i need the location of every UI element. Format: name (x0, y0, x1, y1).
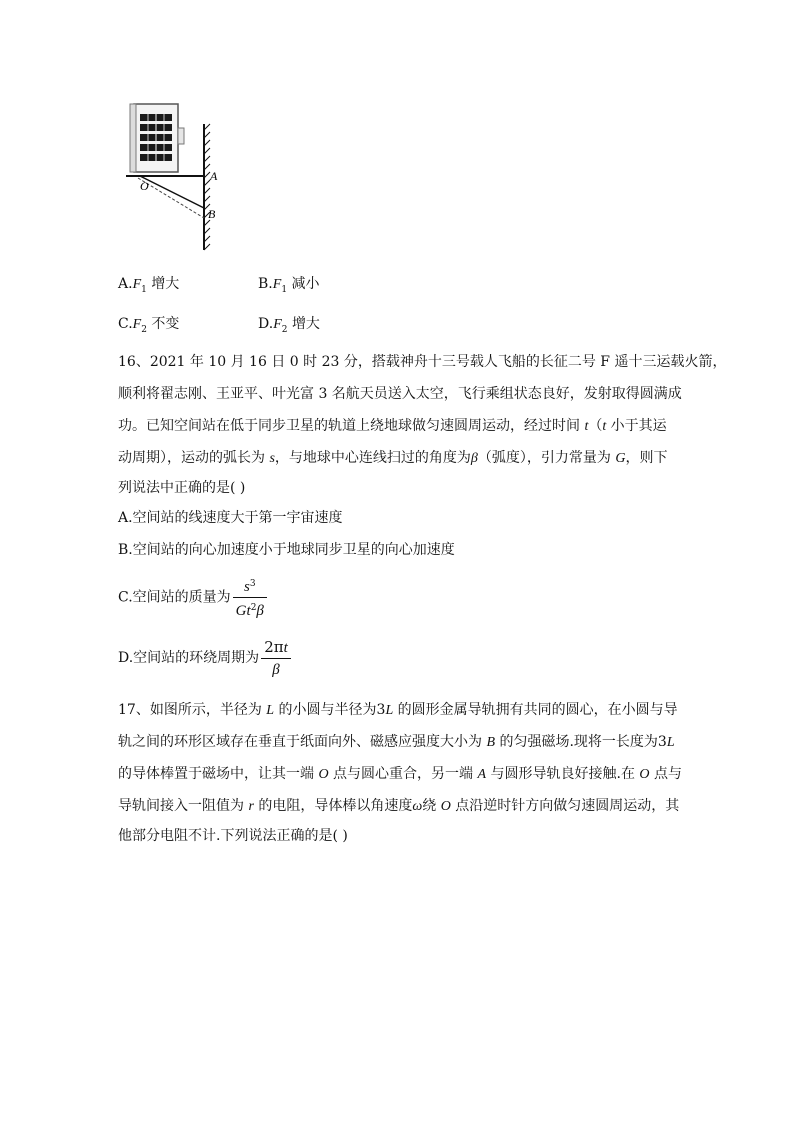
q16-line-3: 功。已知空间站在低于同步卫星的轨道上绕地球做匀速圆周运动，经过时间 t（t 小于其运 (118, 418, 667, 434)
label-b: B (208, 207, 216, 221)
q16-option-d: D.空间站的环绕周期为 $\frac{2\pi t}{\beta}$ (118, 636, 291, 680)
q16-line-2: 顺利将翟志刚、王亚平、叶光富 3 名航天员送入太空，飞行乘组状态良好，发射取得圆满成 (118, 386, 682, 402)
q16-option-b: B.空间站的向心加速度小于地球同步卫星的向心加速度 (118, 542, 455, 558)
option-c: $C.F_2$ 不变 (118, 316, 180, 335)
q17-line-4: 导轨间接入一阻值为 r 的电阻，导体棒以角速度ω绕 O 点沿逆时针方向做匀速圆周运动，其 (118, 798, 680, 814)
q16-line-1: 16、2021 年 10 月 16 日 0 时 23 分，搭载神舟十三号载人飞船的长征二号 F 遥十三运载火箭， (118, 354, 727, 370)
q16-option-c: C.空间站的质量为 $\frac{s^3}{Gt^2\beta}$ (118, 574, 267, 621)
bracket-figure (120, 100, 230, 255)
q16-line-4: 动周期），运动的弧长为 s，与地球中心连线扫过的角度为β（弧度），引力常量为 G，则下 (118, 450, 668, 466)
q16-line-5: 列说法中正确的是( ) (118, 480, 246, 496)
q17-line-3: 的导体棒置于磁场中，让其一端 O 点与圆心重合，另一端 A 与圆形导轨良好接触.在 O 点与 (118, 766, 682, 782)
mass-fraction: $\frac{s^3}{Gt^2\beta}$ (233, 574, 267, 621)
q16-option-a: A.空间站的线速度大于第一宇宙速度 (118, 510, 343, 526)
option-d: $D.F_2$ 增大 (258, 316, 320, 335)
label-a: A (210, 169, 218, 183)
period-fraction: $\frac{2\pi t}{\beta}$ (261, 637, 291, 680)
q17-line-2: 轨之间的环形区域存在垂直于纸面向外、磁感应强度大小为 B 的匀强磁场.现将一长度为3L (118, 734, 675, 750)
option-a: $A.F_1$ 增大 (118, 276, 180, 295)
option-b: $B.F_1$ 减小 (258, 276, 320, 295)
label-o: O (140, 179, 149, 193)
q17-line-5: 他部分电阻不计.下列说法正确的是( ) (118, 828, 348, 844)
strut-ob (140, 176, 204, 208)
q17-line-1: 17、如图所示，半径为 L 的小圆与半径为3L 的圆形金属导轨拥有共同的圆心，在小圆与导 (118, 702, 678, 718)
